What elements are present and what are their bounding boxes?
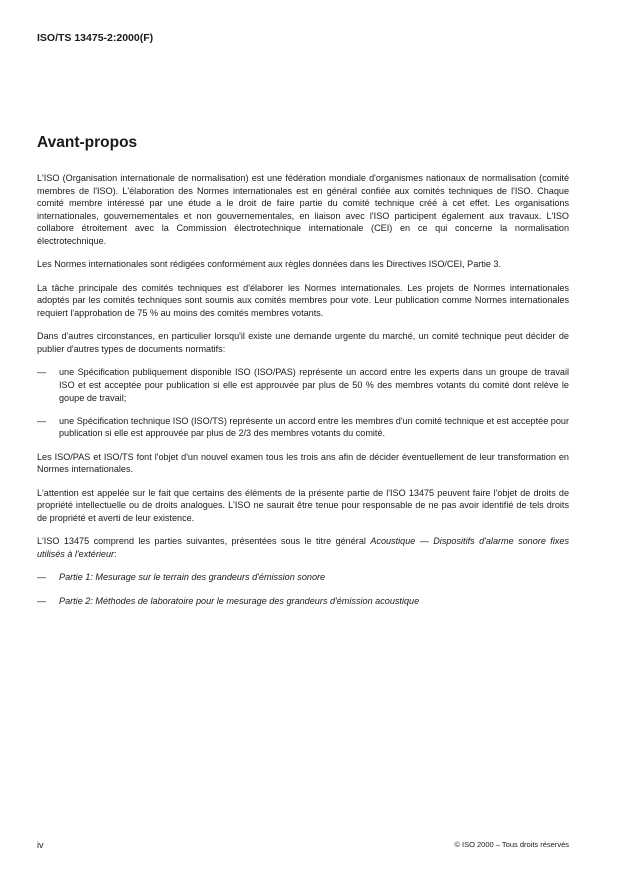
parts-intro-colon: : [114, 549, 117, 560]
parts-intro-text: L'ISO 13475 comprend les parties suivantes, présentées sous le titre général [37, 536, 371, 547]
paragraph-review: Les ISO/PAS et ISO/TS font l'objet d'un nouvel examen tous les trois ans afin de décider éventuellement de leur transformation en Normes internationales. [37, 451, 569, 475]
list-item [37, 366, 569, 404]
paragraph-other-circumstances: Dans d'autres circonstances, en particulier lorsqu'il existe une demande urgente du marché, un comité technique peut décider de publier d'autres types de documents normatifs: [37, 331, 569, 354]
paragraph-main-task: La tâche principale des comités techniques est d'élaborer les Normes internationales. Les projets de Normes internationales adoptés par les comités techniques sont soumis aux comités membres pour vote. Leur publication comme Normes internationales requiert l'approbation de 75 % au moins des comités membres votants. [37, 282, 569, 318]
part-title: Partie 1: Mesurage sur le terrain des grandeurs d'émission sonore [59, 572, 326, 583]
paragraph-directives: Les Normes internationales sont rédigées conformément aux règles données dans les Directives ISO/CEI, Partie 3. [37, 259, 502, 270]
dash-bullet: — [37, 367, 47, 378]
list-item-text: une Spécification publiquement disponible ISO (ISO/PAS) représente un accord entre les experts dans un groupe de travail ISO et est acceptée pour publication si elle est approuvée par plus de 50 % des membres votants du comité dont relève le goupe de travail; [59, 367, 569, 403]
dash-bullet: — [37, 572, 47, 583]
page-number: iv [37, 840, 44, 850]
page-title: Avant-propos [37, 134, 138, 151]
document-header-id: ISO/TS 13475-2:2000(F) [37, 32, 154, 44]
part-title: Partie 2: Méthodes de laboratoire pour le mesurage des grandeurs d'émission acoustique [59, 595, 420, 606]
paragraph-iso-intro: L'ISO (Organisation internationale de normalisation) est une fédération mondiale d'organismes nationaux de normalisation (comité membres de l'ISO). L'élaboration des Normes internationales est en général confiée aux comités techniques de l'ISO. Chaque comité membre intéressé par une étude a le droit de faire partie du comité technique créé à cet effet. Les organisations internationales, gouvernementales et non gouvernementales, en liaison avec l'ISO participent également aux travaux. L'ISO collabore étroitement avec la Commission électrotechnique internationale (CEI) en ce qui concerne la normalisation électrotechnique. [37, 173, 569, 246]
list-item [37, 595, 569, 608]
list-item [37, 415, 569, 440]
general-title: Acoustique — Dispositifs d'alarme sonore fixes utilisés à l'extérieur [37, 536, 569, 560]
list-item-text: une Spécification technique ISO (ISO/TS) représente un accord entre les membres d'un comité technique et est acceptée pour publication si elle est approuvée par plus de 2/3 des membres votants du comité. [59, 415, 569, 439]
dash-bullet: — [37, 415, 47, 426]
paragraph-parts-intro [37, 535, 569, 560]
dash-bullet: — [37, 595, 47, 606]
copyright-notice: © ISO 2000 – Tous droits réservés [454, 840, 569, 849]
foreword-body [37, 172, 569, 618]
paragraph-patent-notice: L'attention est appelée sur le fait que certains des éléments de la présente partie de l'ISO 13475 peuvent faire l'objet de droits de propriété intellectuelle ou de droits analogues. L'ISO ne saurait être tenue pour responsable de ne pas avoir identifié de tels droits de propriété et averti de leur existence. [37, 487, 569, 524]
list-item [37, 571, 569, 584]
